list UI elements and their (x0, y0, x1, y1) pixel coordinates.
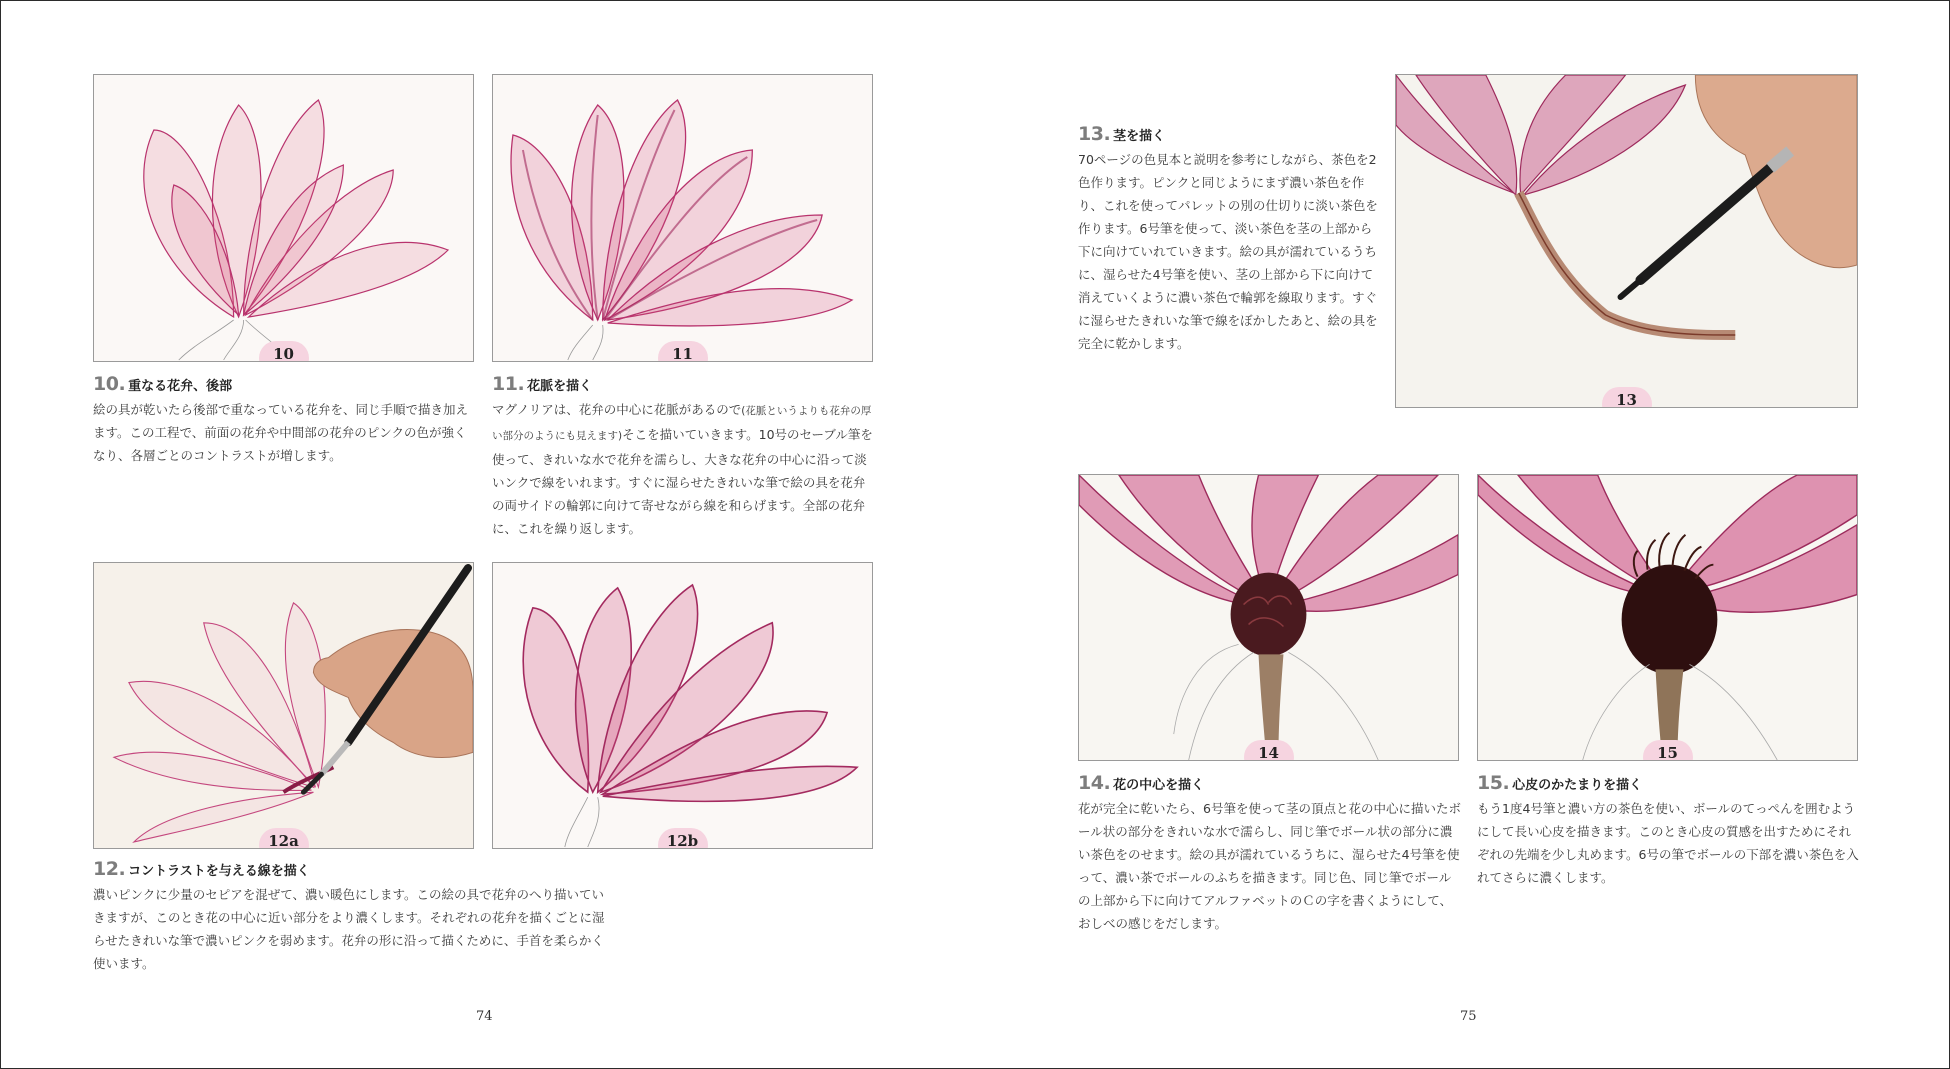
step-11-note: (花脈というよりも花弁の厚い部分のようにも見えます) (492, 405, 872, 442)
page-number-left: 74 (476, 1009, 493, 1024)
figure-13-badge: 13 (1602, 387, 1652, 408)
step-14-text: 花が完全に乾いたら、6号筆を使って茎の頂点と花の中心に描いたボール状の部分をきれいな水で濡らし、同じ筆でボール状の部分に濃い茶色をのせます。絵の具が濡れているうちに、湿らせた4号筆を使って、濃い茶でボールのふちを描きます。同じ色、同じ筆でボールの上部から下に向けてアルファベットのＣの字を書くようにして、おしべの感じをだします。 (1078, 801, 1461, 931)
figure-15-photo (1477, 474, 1858, 761)
step-11-text-part-2: そこを描いていきます。10号のセーブル筆を使って、きれいな水で花弁を濡らし、大きな花弁の中心に沿って淡いンクで線をいれます。すぐに湿らせたきれいな筆で絵の具を花弁の両サイドの輪郭に向けて寄せながら線を和らげます。全部の花弁に、これを繰り返します。 (492, 427, 873, 536)
step-13 (1078, 123, 1383, 355)
step-13-title: 茎を描く (1113, 129, 1166, 144)
figure-14-photo (1078, 474, 1459, 761)
figure-12a-photo (93, 562, 474, 849)
figure-13-photo (1395, 74, 1858, 408)
step-12-text: 濃いピンクに少量のセピアを混ぜて、濃い暖色にします。この絵の具で花弁のへり描いていきますが、このとき花の中心に近い部分をより濃くします。それぞれの花弁を描くごとに湿らせたきれいな筆で濃いピンクを弱めます。花弁の形に沿って描くために、手首を柔らかく使います。 (93, 887, 605, 971)
page-number-right: 75 (1460, 1009, 1477, 1024)
step-15-title: 心皮のかたまりを描く (1512, 778, 1643, 793)
step-12 (93, 858, 613, 975)
step-10-number: 10. (93, 373, 126, 395)
figure-12b-photo (492, 562, 873, 849)
step-11-title: 花脈を描く (527, 379, 593, 394)
step-11-text-part-1: マグノリアは、花弁の中心に花脈があるので (492, 402, 742, 417)
step-10-text: 絵の具が乾いたら後部で重なっている花弁を、同じ手順で描き加えます。この工程で、前面の花弁や中間部の花弁のピンクの色が強くなり、各層ごとのコントラストが増します。 (93, 402, 469, 463)
step-13-number: 13. (1078, 123, 1111, 145)
magnolia-contrast-lines-illustration (493, 563, 872, 848)
step-14-heading (1078, 772, 1463, 797)
step-10 (93, 373, 478, 467)
step-15 (1477, 772, 1862, 889)
carpel-cluster-illustration (1478, 475, 1857, 760)
step-13-text: 70ページの色見本と説明を参考にしながら、茶色を2色作ります。ピンクと同じようにまず濃い茶色を作り、これを使ってパレットの別の仕切りに淡い茶色を作ります。6号筆を使って、淡い茶色を茎の上部から下に向けていれていきます。絵の具が濡れているうちに、湿らせた4号筆を使い、茎の上部から下に向けて消えていくように濃い茶色で輪郭を線取ります。すぐに湿らせたきれいな筆で線をぼかしたあと、絵の具を完全に乾かします。 (1078, 152, 1378, 351)
figure-14-badge: 14 (1244, 740, 1294, 761)
step-10-heading (93, 373, 478, 398)
hand-painting-petal-edges-illustration (94, 563, 473, 848)
step-10-title: 重なる花弁、後部 (128, 379, 233, 394)
step-11-number: 11. (492, 373, 525, 395)
step-14 (1078, 772, 1463, 935)
figure-12b-badge: 12b (658, 828, 708, 849)
figure-11-badge: 11 (658, 341, 708, 362)
figure-15-badge: 15 (1643, 740, 1693, 761)
step-12-number: 12. (93, 858, 126, 880)
step-14-number: 14. (1078, 772, 1111, 794)
step-13-heading (1078, 123, 1383, 148)
magnolia-petals-illustration (94, 75, 473, 361)
figure-10-badge: 10 (259, 341, 309, 362)
figure-11-photo (492, 74, 873, 362)
step-12-heading (93, 858, 613, 883)
painting-stem-illustration (1396, 75, 1857, 407)
step-11-heading (492, 373, 877, 398)
step-11 (492, 373, 877, 540)
step-14-title: 花の中心を描く (1113, 778, 1205, 793)
step-11-text (492, 398, 877, 540)
figure-12a-badge: 12a (259, 828, 309, 849)
step-12-title: コントラストを与える線を描く (128, 864, 310, 879)
flower-center-ball-illustration (1079, 475, 1458, 760)
step-15-text: もう1度4号筆と濃い方の茶色を使い、ボールのてっぺんを囲むようにして長い心皮を描きます。このとき心皮の質感を出すためにそれぞれの先端を少し丸めます。6号の筆でボールの下部を濃い茶色を入れてさらに濃くします。 (1477, 801, 1859, 885)
step-15-number: 15. (1477, 772, 1510, 794)
figure-10-photo (93, 74, 474, 362)
step-15-heading (1477, 772, 1862, 797)
magnolia-veins-illustration (493, 75, 872, 361)
